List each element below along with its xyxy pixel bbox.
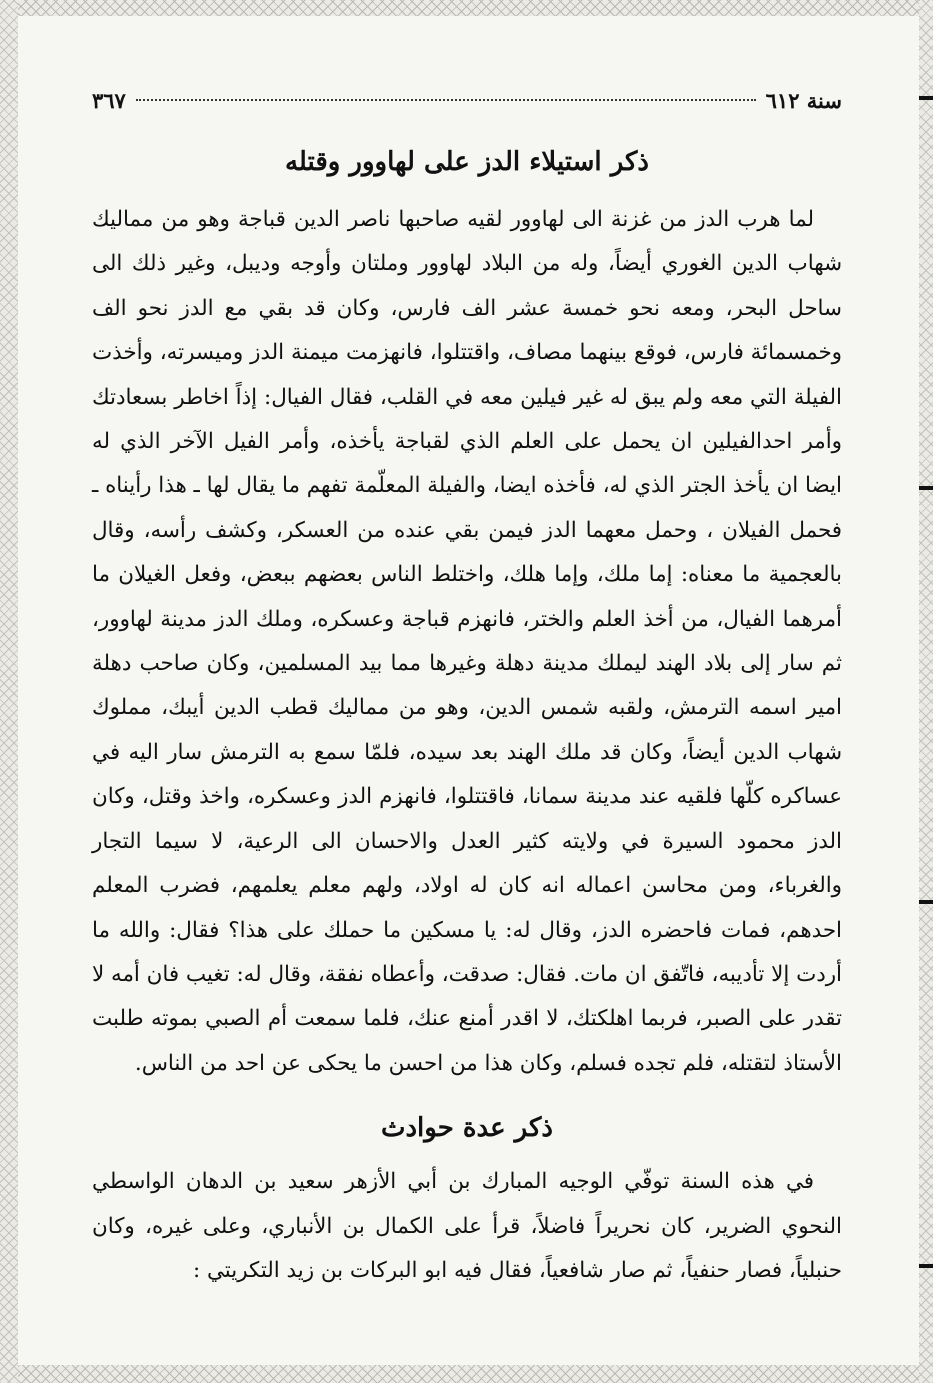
- page-content: [92, 86, 842, 1293]
- running-head-year: سنة ٦١٢: [765, 87, 842, 113]
- page-border-bottom: [0, 1365, 933, 1383]
- page-border-right: [919, 0, 933, 1383]
- page-border-top: [0, 0, 933, 16]
- binding-mark: [919, 96, 933, 100]
- binding-mark: [919, 486, 933, 490]
- binding-mark: [919, 900, 933, 904]
- section-heading: ذكر استيلاء الدز على لهاوور وقتله: [284, 147, 649, 177]
- section-paragraph: في هذه السنة توفّي الوجيه المبارك بن أبي الأزهر سعيد بن الدهان الواسطي النحوي الضرير، كان نحريراً فاضلاً، قرأ على الكمال بن الأنباري، وعلى غيره، وكان حنبلياً، فصار حنفياً، ثم صار شافعياً، فقال فيه ابو البركات بن زيد التكريتي :: [92, 1169, 843, 1283]
- running-head-leader-dots: [136, 99, 756, 101]
- binding-mark: [919, 1264, 933, 1268]
- running-head: [92, 86, 842, 114]
- section-heading: ذكر عدة حوادث: [381, 1113, 553, 1144]
- page-border-left: [0, 0, 18, 1383]
- section-paragraph: لما هرب الدز من غزنة الى لهاوور لقيه صاحبها ناصر الدين قباجة وهو من مماليك شهاب الدين الغوري أيضاً، وله من البلاد لهاوور وملتان وأوجه وديبل، وغير ذلك الى ساحل البحر، ومعه نحو خمسة عشر الف فارس، وكان قد بقي مع الدز نحو الف وخمسمائة فارس، فوقع بينهما مصاف، واقتتلوا، فانهزمت ميمنة الدز وميسرته، وأخذت الفيلة التي معه ولم يبق له غير فيلين معه في القلب، فقال الفيال: إذاً اخاطر بسعادتك وأمر احدالفيلين ان يحمل على العلم الذي لقباجة يأخذه، وأمر الفيل الآخر الذي له ايضا ان يأخذ الجتر الذي له، فأخذه ايضا، والفيلة المعلّمة تفهم ما يقال لها ـ هذا رأيناه ـ فحمل الفيلان ، وحمل معهما الدز فيمن بقي عنده من العسكر، وكشف رأسه، وقال بالعجمية ما معناه: إما ملك، وإما هلك، واختلط الناس بعضهم ببعض، وفعل الغيلان ما أمرهما الفيال، من أخذ العلم والختر، فانهزم قباجة وعسكره، وملك الدز مدينة لهاوور، ثم سار إلى بلاد الهند ليملك مدينة دهلة وغيرها مما بيد المسلمين، وكان صاحب دهلة امير اسمه الترمش، ولقبه شمس الدين، وهو من مماليك قطب الدين أيبك، مملوك شهاب الدين أيضاً، وكان قد ملك الهند بعد سيده، فلمّا سمع به الترمش سار اليه في عساكره كلّها فلقيه عند مدينة سمانا، فاقتتلوا، فانهزم الدز وعسكره، واخذ وقتل، وكان الدز محمود السيرة في ولايته كثير العدل والاحسان الى الرعية، لا سيما التجار والغرباء، ومن محاسن اعماله انه كان له اولاد، ولهم معلم يعلمهم، فضرب المعلم احدهم، فمات فاحضره الدز، وقال له: يا مسكين ما حملك على هذا؟ فقال: والله ما أردت إلا تأديبه، فاتّفق ان مات. فقال: صدقت، وأعطاه نفقة، وقال له: تغيب فان أمه لا تقدر على الصبر، فربما اهلكتك، لا اقدر أمنع عنك، فلما سمعت أم الصبي بموته طلبت الأستاذ لتقتله، فلم تجده فسلم، وكان هذا من احسن ما يحكى عن احد من الناس.: [92, 207, 842, 1076]
- page-number: ٣٦٧: [92, 87, 126, 113]
